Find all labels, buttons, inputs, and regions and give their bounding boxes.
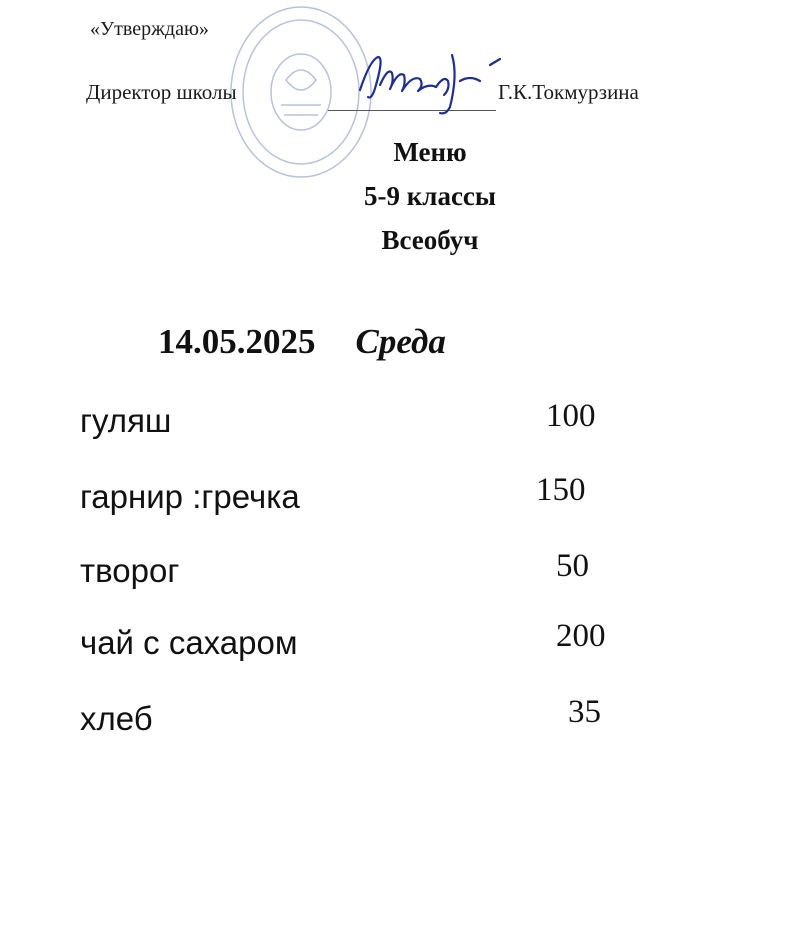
director-signature	[340, 45, 510, 120]
grade-range: 5-9 классы	[364, 181, 496, 211]
menu-item-qty: 100	[546, 398, 596, 434]
menu-item-qty: 150	[536, 472, 586, 508]
menu-item-qty: 50	[556, 548, 589, 584]
menu-item-name: хлеб	[80, 700, 153, 737]
director-name: Г.К.Токмурзина	[498, 80, 639, 104]
date-row	[158, 322, 446, 362]
menu-date: 14.05.2025	[158, 322, 316, 361]
menu-item-name: чай с сахаром	[80, 624, 298, 661]
menu-item-qty: 35	[568, 694, 601, 730]
menu-item-name: гуляш	[80, 402, 172, 439]
menu-weekday: Среда	[355, 322, 446, 361]
director-label: Директор школы	[86, 80, 237, 104]
approve-label: «Утверждаю»	[90, 18, 209, 40]
menu-title-block	[230, 130, 630, 262]
menu-title: Меню	[393, 137, 467, 167]
menu-item-name: творог	[80, 552, 180, 589]
menu-item-qty: 200	[556, 618, 606, 654]
program-name: Всеобуч	[381, 225, 479, 255]
menu-item-name: гарнир :гречка	[80, 478, 300, 515]
